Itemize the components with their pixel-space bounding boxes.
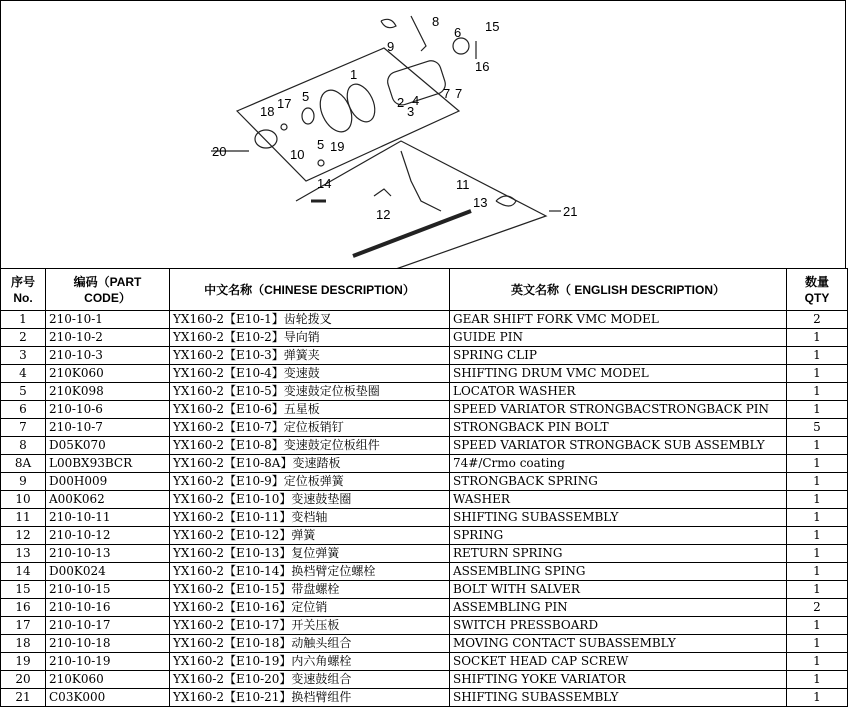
exploded-parts-diagram [0, 0, 846, 268]
row-qty: 1 [787, 635, 848, 653]
table-row [1, 419, 848, 437]
row-part-code: 210-10-19 [46, 653, 170, 671]
row-chinese-description: YX160-2【E10-8A】变速踏板 [170, 455, 450, 473]
row-no: 15 [1, 581, 46, 599]
row-english-description: SHIFTING DRUM VMC MODEL [450, 365, 787, 383]
table-row [1, 347, 848, 365]
callout-6: 6 [454, 25, 462, 40]
row-qty: 2 [787, 311, 848, 329]
row-english-description: LOCATOR WASHER [450, 383, 787, 401]
row-qty: 1 [787, 455, 848, 473]
row-part-code: 210-10-12 [46, 527, 170, 545]
row-qty: 1 [787, 689, 848, 707]
table-row [1, 473, 848, 491]
row-chinese-description: YX160-2【E10-7】定位板销钉 [170, 419, 450, 437]
locator-washer-shape [302, 108, 314, 124]
header-english-description: 英文名称（ ENGLISH DESCRIPTION） [450, 269, 787, 311]
row-no: 3 [1, 347, 46, 365]
callout-19: 19 [330, 139, 345, 154]
table-body [1, 311, 848, 707]
row-english-description: ASSEMBLING PIN [450, 599, 787, 617]
row-chinese-description: YX160-2【E10-12】弹簧 [170, 527, 450, 545]
row-no: 2 [1, 329, 46, 347]
row-qty: 1 [787, 545, 848, 563]
row-no: 11 [1, 509, 46, 527]
callout-16: 16 [475, 59, 490, 74]
row-part-code: 210K060 [46, 671, 170, 689]
row-part-code: D00H009 [46, 473, 170, 491]
callout-21: 21 [563, 204, 578, 219]
row-no: 18 [1, 635, 46, 653]
callout-2: 2 [397, 95, 405, 110]
row-chinese-description: YX160-2【E10-9】定位板弹簧 [170, 473, 450, 491]
row-qty: 1 [787, 509, 848, 527]
row-no: 8 [1, 437, 46, 455]
return-spring-shape [496, 196, 516, 206]
row-part-code: 210K098 [46, 383, 170, 401]
row-english-description: BOLT WITH SALVER [450, 581, 787, 599]
callout-labels [212, 14, 577, 222]
row-qty: 1 [787, 401, 848, 419]
callout-18: 18 [260, 104, 275, 119]
table-row [1, 383, 848, 401]
row-part-code: 210-10-2 [46, 329, 170, 347]
callout-20: 20 [212, 144, 227, 159]
table-row [1, 581, 848, 599]
row-no: 20 [1, 671, 46, 689]
row-chinese-description: YX160-2【E10-4】变速鼓 [170, 365, 450, 383]
table-row [1, 635, 848, 653]
washer-shape [318, 160, 324, 166]
row-part-code: D05K070 [46, 437, 170, 455]
row-chinese-description: YX160-2【E10-15】带盘螺栓 [170, 581, 450, 599]
row-english-description: SHIFTING YOKE VARIATOR [450, 671, 787, 689]
table-row [1, 437, 848, 455]
row-english-description: SHIFTING SUBASSEMBLY [450, 509, 787, 527]
row-no: 17 [1, 617, 46, 635]
row-chinese-description: YX160-2【E10-18】动触头组合 [170, 635, 450, 653]
table-row [1, 671, 848, 689]
row-no: 13 [1, 545, 46, 563]
row-qty: 1 [787, 563, 848, 581]
row-no: 10 [1, 491, 46, 509]
callout-3: 3 [407, 104, 415, 119]
callout-9: 9 [387, 39, 395, 54]
row-no: 14 [1, 563, 46, 581]
row-chinese-description: YX160-2【E10-3】弹簧夹 [170, 347, 450, 365]
row-chinese-description: YX160-2【E10-5】变速鼓定位板垫圈 [170, 383, 450, 401]
row-qty: 1 [787, 347, 848, 365]
row-english-description: SWITCH PRESSBOARD [450, 617, 787, 635]
header-no-en: No. [13, 290, 33, 305]
row-qty: 1 [787, 365, 848, 383]
table-row [1, 401, 848, 419]
row-qty: 1 [787, 671, 848, 689]
table-row [1, 455, 848, 473]
row-chinese-description: YX160-2【E10-21】换档臂组件 [170, 689, 450, 707]
row-chinese-description: YX160-2【E10-17】开关压板 [170, 617, 450, 635]
row-no: 1 [1, 311, 46, 329]
callout-11: 11 [456, 177, 470, 192]
table-row [1, 509, 848, 527]
row-qty: 1 [787, 383, 848, 401]
header-code-top: 编码（PART [73, 274, 142, 289]
row-part-code: 210-10-17 [46, 617, 170, 635]
row-no: 6 [1, 401, 46, 419]
row-qty: 1 [787, 653, 848, 671]
row-qty: 1 [787, 491, 848, 509]
table-row [1, 311, 848, 329]
callout-7a: 7 [443, 86, 451, 101]
callout-13: 13 [473, 195, 488, 210]
header-code [46, 269, 170, 311]
row-part-code: 210-10-11 [46, 509, 170, 527]
callout-15: 15 [485, 19, 500, 34]
exploded-view-drawing [1, 1, 847, 269]
row-qty: 1 [787, 437, 848, 455]
row-part-code: 210-10-6 [46, 401, 170, 419]
row-qty: 1 [787, 329, 848, 347]
row-chinese-description: YX160-2【E10-8】变速鼓定位板组件 [170, 437, 450, 455]
row-english-description: SPRING CLIP [450, 347, 787, 365]
row-english-description: SHIFTING SUBASSEMBLY [450, 689, 787, 707]
row-chinese-description: YX160-2【E10-10】变速鼓垫圈 [170, 491, 450, 509]
row-no: 19 [1, 653, 46, 671]
screw-shape [281, 124, 287, 130]
row-chinese-description: YX160-2【E10-11】变档轴 [170, 509, 450, 527]
table-row [1, 545, 848, 563]
row-english-description: SPEED VARIATOR STRONGBACSTRONGBACK PIN [450, 401, 787, 419]
row-english-description: STRONGBACK SPRING [450, 473, 787, 491]
row-part-code: D00K024 [46, 563, 170, 581]
table-row [1, 527, 848, 545]
parts-list-table [0, 268, 848, 707]
row-qty: 1 [787, 581, 848, 599]
row-part-code: 210-10-18 [46, 635, 170, 653]
row-no: 5 [1, 383, 46, 401]
row-qty: 2 [787, 599, 848, 617]
row-no: 7 [1, 419, 46, 437]
header-code-bot: CODE） [84, 290, 131, 305]
row-english-description: SPEED VARIATOR STRONGBACK SUB ASSEMBLY [450, 437, 787, 455]
callout-5a: 5 [302, 89, 310, 104]
row-qty: 1 [787, 527, 848, 545]
row-no: 8A [1, 455, 46, 473]
row-part-code: L00BX93BCR [46, 455, 170, 473]
row-chinese-description: YX160-2【E10-6】五星板 [170, 401, 450, 419]
shifting-arm-shape [401, 151, 441, 211]
row-chinese-description: YX160-2【E10-16】定位销 [170, 599, 450, 617]
table-header-row [1, 269, 848, 311]
row-chinese-description: YX160-2【E10-2】导向销 [170, 329, 450, 347]
header-chinese-description: 中文名称（CHINESE DESCRIPTION） [170, 269, 450, 311]
header-qty-cn: 数量 [804, 274, 829, 289]
row-no: 12 [1, 527, 46, 545]
callout-1: 1 [350, 67, 358, 82]
table-row [1, 599, 848, 617]
header-no [1, 269, 46, 311]
row-english-description: MOVING CONTACT SUBASSEMBLY [450, 635, 787, 653]
callout-4: 4 [412, 93, 420, 108]
row-chinese-description: YX160-2【E10-19】内六角螺栓 [170, 653, 450, 671]
row-chinese-description: YX160-2【E10-13】复位弹簧 [170, 545, 450, 563]
row-chinese-description: YX160-2【E10-14】换档臂定位螺栓 [170, 563, 450, 581]
row-english-description: SOCKET HEAD CAP SCREW [450, 653, 787, 671]
row-english-description: RETURN SPRING [450, 545, 787, 563]
header-qty [787, 269, 848, 311]
callout-12: 12 [376, 207, 391, 222]
row-english-description: SPRING [450, 527, 787, 545]
table-row [1, 563, 848, 581]
header-no-cn: 序号 [10, 274, 35, 289]
callout-5b: 5 [317, 137, 325, 152]
table-row [1, 653, 848, 671]
row-chinese-description: YX160-2【E10-20】变速鼓组合 [170, 671, 450, 689]
strongback-shape [411, 16, 426, 51]
row-no: 16 [1, 599, 46, 617]
table-row [1, 689, 848, 707]
row-english-description: GEAR SHIFT FORK VMC MODEL [450, 311, 787, 329]
row-no: 4 [1, 365, 46, 383]
table-row [1, 365, 848, 383]
moving-contact-shape [255, 130, 277, 148]
shaft-assembly-outline [296, 141, 546, 269]
row-part-code: A00K062 [46, 491, 170, 509]
callout-10: 10 [290, 147, 305, 162]
row-no: 9 [1, 473, 46, 491]
callout-8: 8 [432, 14, 440, 29]
row-part-code: 210K060 [46, 365, 170, 383]
row-part-code: 210-10-7 [46, 419, 170, 437]
row-qty: 5 [787, 419, 848, 437]
callout-7b: 7 [455, 86, 463, 101]
header-qty-en: QTY [804, 290, 830, 305]
table-row [1, 329, 848, 347]
row-english-description: GUIDE PIN [450, 329, 787, 347]
row-part-code: 210-10-3 [46, 347, 170, 365]
table-row [1, 491, 848, 509]
small-spring-shape [374, 189, 391, 196]
callout-14: 14 [317, 176, 332, 191]
row-chinese-description: YX160-2【E10-1】齿轮拨叉 [170, 311, 450, 329]
row-part-code: 210-10-16 [46, 599, 170, 617]
star-plate-shape [453, 38, 469, 54]
row-english-description: STRONGBACK PIN BOLT [450, 419, 787, 437]
table-row [1, 617, 848, 635]
row-part-code: 210-10-13 [46, 545, 170, 563]
row-qty: 1 [787, 617, 848, 635]
row-english-description: WASHER [450, 491, 787, 509]
row-english-description: ASSEMBLING SPING [450, 563, 787, 581]
spring-shape [381, 19, 396, 27]
callout-17: 17 [277, 96, 292, 111]
row-part-code: 210-10-15 [46, 581, 170, 599]
row-english-description: 74#/Crmo coating [450, 455, 787, 473]
row-qty: 1 [787, 473, 848, 491]
row-no: 21 [1, 689, 46, 707]
row-part-code: C03K000 [46, 689, 170, 707]
row-part-code: 210-10-1 [46, 311, 170, 329]
